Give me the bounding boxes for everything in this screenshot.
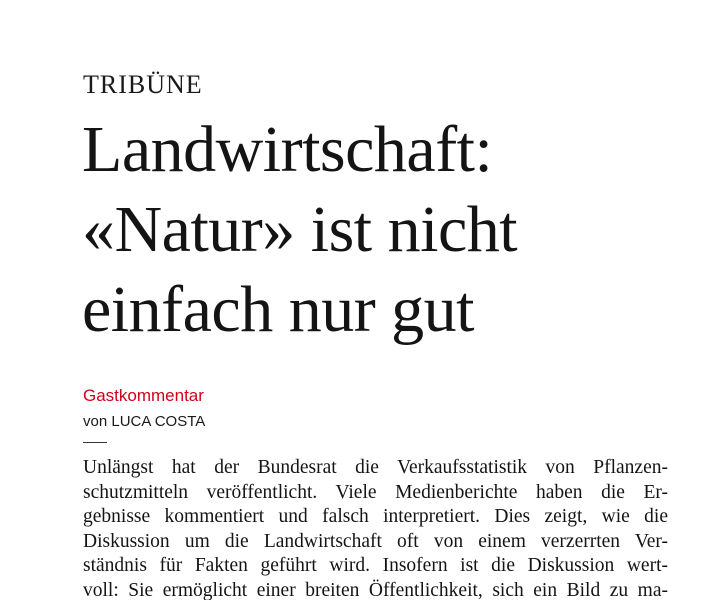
headline-line: einfach nur gut	[82, 273, 475, 346]
author-byline: von LUCA COSTA	[83, 413, 206, 430]
body-line: schutzmitteln veröffentlicht. Viele Medienberichte haben die Er-	[83, 481, 668, 503]
section-label: TRIBÜNE	[83, 70, 203, 99]
body-line: gebnisse kommentiert und falsch interpretiert. Dies zeigt, wie die	[83, 506, 668, 527]
body-line: Diskussion um die Landwirtschaft oft von einem verzerrten Ver-	[83, 530, 668, 552]
headline-line: Landwirtschaft:	[82, 113, 493, 186]
body-line: ständnis für Fakten geführt wird. Insofern ist die Diskussion wert-	[83, 555, 668, 576]
kicker-label: Gastkommentar	[83, 386, 204, 405]
headline-line: «Natur» ist nicht	[82, 193, 518, 266]
body-line: voll: Sie ermöglicht einer breiten Öffentlichkeit, sich ein Bild zu ma-	[83, 579, 668, 600]
headline	[82, 110, 517, 350]
body-line: Unlängst hat der Bundesrat die Verkaufsstatistik von Pflanzen-	[83, 457, 668, 478]
byline-divider	[83, 442, 107, 443]
article-body	[83, 456, 668, 600]
